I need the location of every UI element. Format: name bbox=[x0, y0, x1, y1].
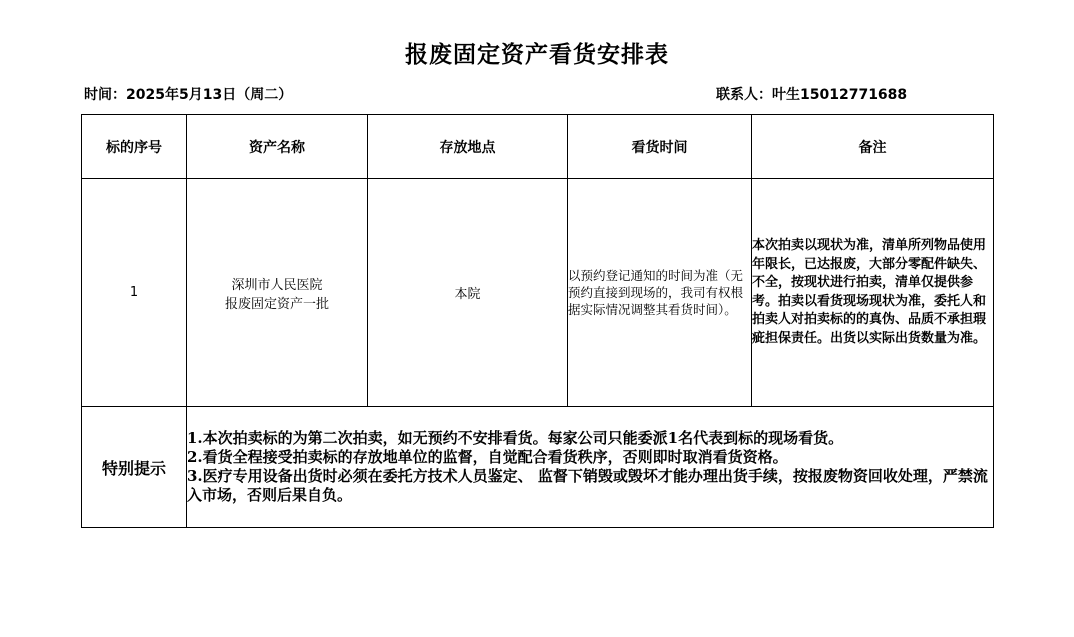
special-tips-row bbox=[82, 407, 994, 528]
time-value: 2025年5月13日（周二） bbox=[126, 87, 293, 103]
table-row bbox=[82, 179, 994, 407]
contact-line bbox=[716, 84, 907, 104]
page-title: 报废固定资产看货安排表 bbox=[405, 41, 669, 68]
cell-view-time: 以预约登记通知的时间为准（无预约直接到现场的，我司有权根据实际情况调整其看货时间）。 bbox=[568, 179, 752, 407]
schedule-table bbox=[81, 114, 994, 528]
contact-value: 叶生15012771688 bbox=[772, 87, 908, 103]
special-tips-label: 特别提示 bbox=[82, 407, 187, 528]
tip-item: 3.医疗专用设备出货时必须在委托方技术人员鉴定、 监督下销毁或毁坏才能办理出货手续，按报废物资回收处理，严禁流入市场，否则后果自负。 bbox=[187, 467, 988, 504]
asset-name-line1: 深圳市人民医院 bbox=[231, 277, 323, 293]
date-line bbox=[84, 84, 292, 104]
cell-location: 本院 bbox=[368, 179, 568, 407]
tip-item: 1.本次拍卖标的为第二次拍卖，如无预约不安排看货。每家公司只能委派1名代表到标的现场看货。 bbox=[187, 429, 844, 447]
table-header-row bbox=[82, 115, 994, 179]
column-header-index: 标的序号 bbox=[82, 115, 187, 179]
tip-item: 2.看货全程接受拍卖标的存放地单位的监督，自觉配合看货秩序，否则即时取消看货资格。 bbox=[187, 448, 788, 466]
column-header-asset: 资产名称 bbox=[187, 115, 368, 179]
column-header-view-time: 看货时间 bbox=[568, 115, 752, 179]
contact-label: 联系人： bbox=[716, 87, 772, 103]
asset-name-line2: 报废固定资产一批 bbox=[224, 296, 329, 312]
cell-asset-name bbox=[187, 179, 368, 407]
cell-remark: 本次拍卖以现状为准，清单所列物品使用年限长，已达报废，大部分零配件缺失、不全，按现状进行拍卖，清单仅提供参考。拍卖以看货现场现状为准，委托人和拍卖人对拍卖标的的真伪、品质不承担瑕疵担保责任。出货以实际出货数量为准。 bbox=[752, 179, 994, 407]
column-header-location: 存放地点 bbox=[368, 115, 568, 179]
special-tips-body bbox=[187, 407, 994, 528]
column-header-remark: 备注 bbox=[752, 115, 994, 179]
cell-index: 1 bbox=[82, 179, 187, 407]
time-label: 时间： bbox=[84, 87, 126, 103]
